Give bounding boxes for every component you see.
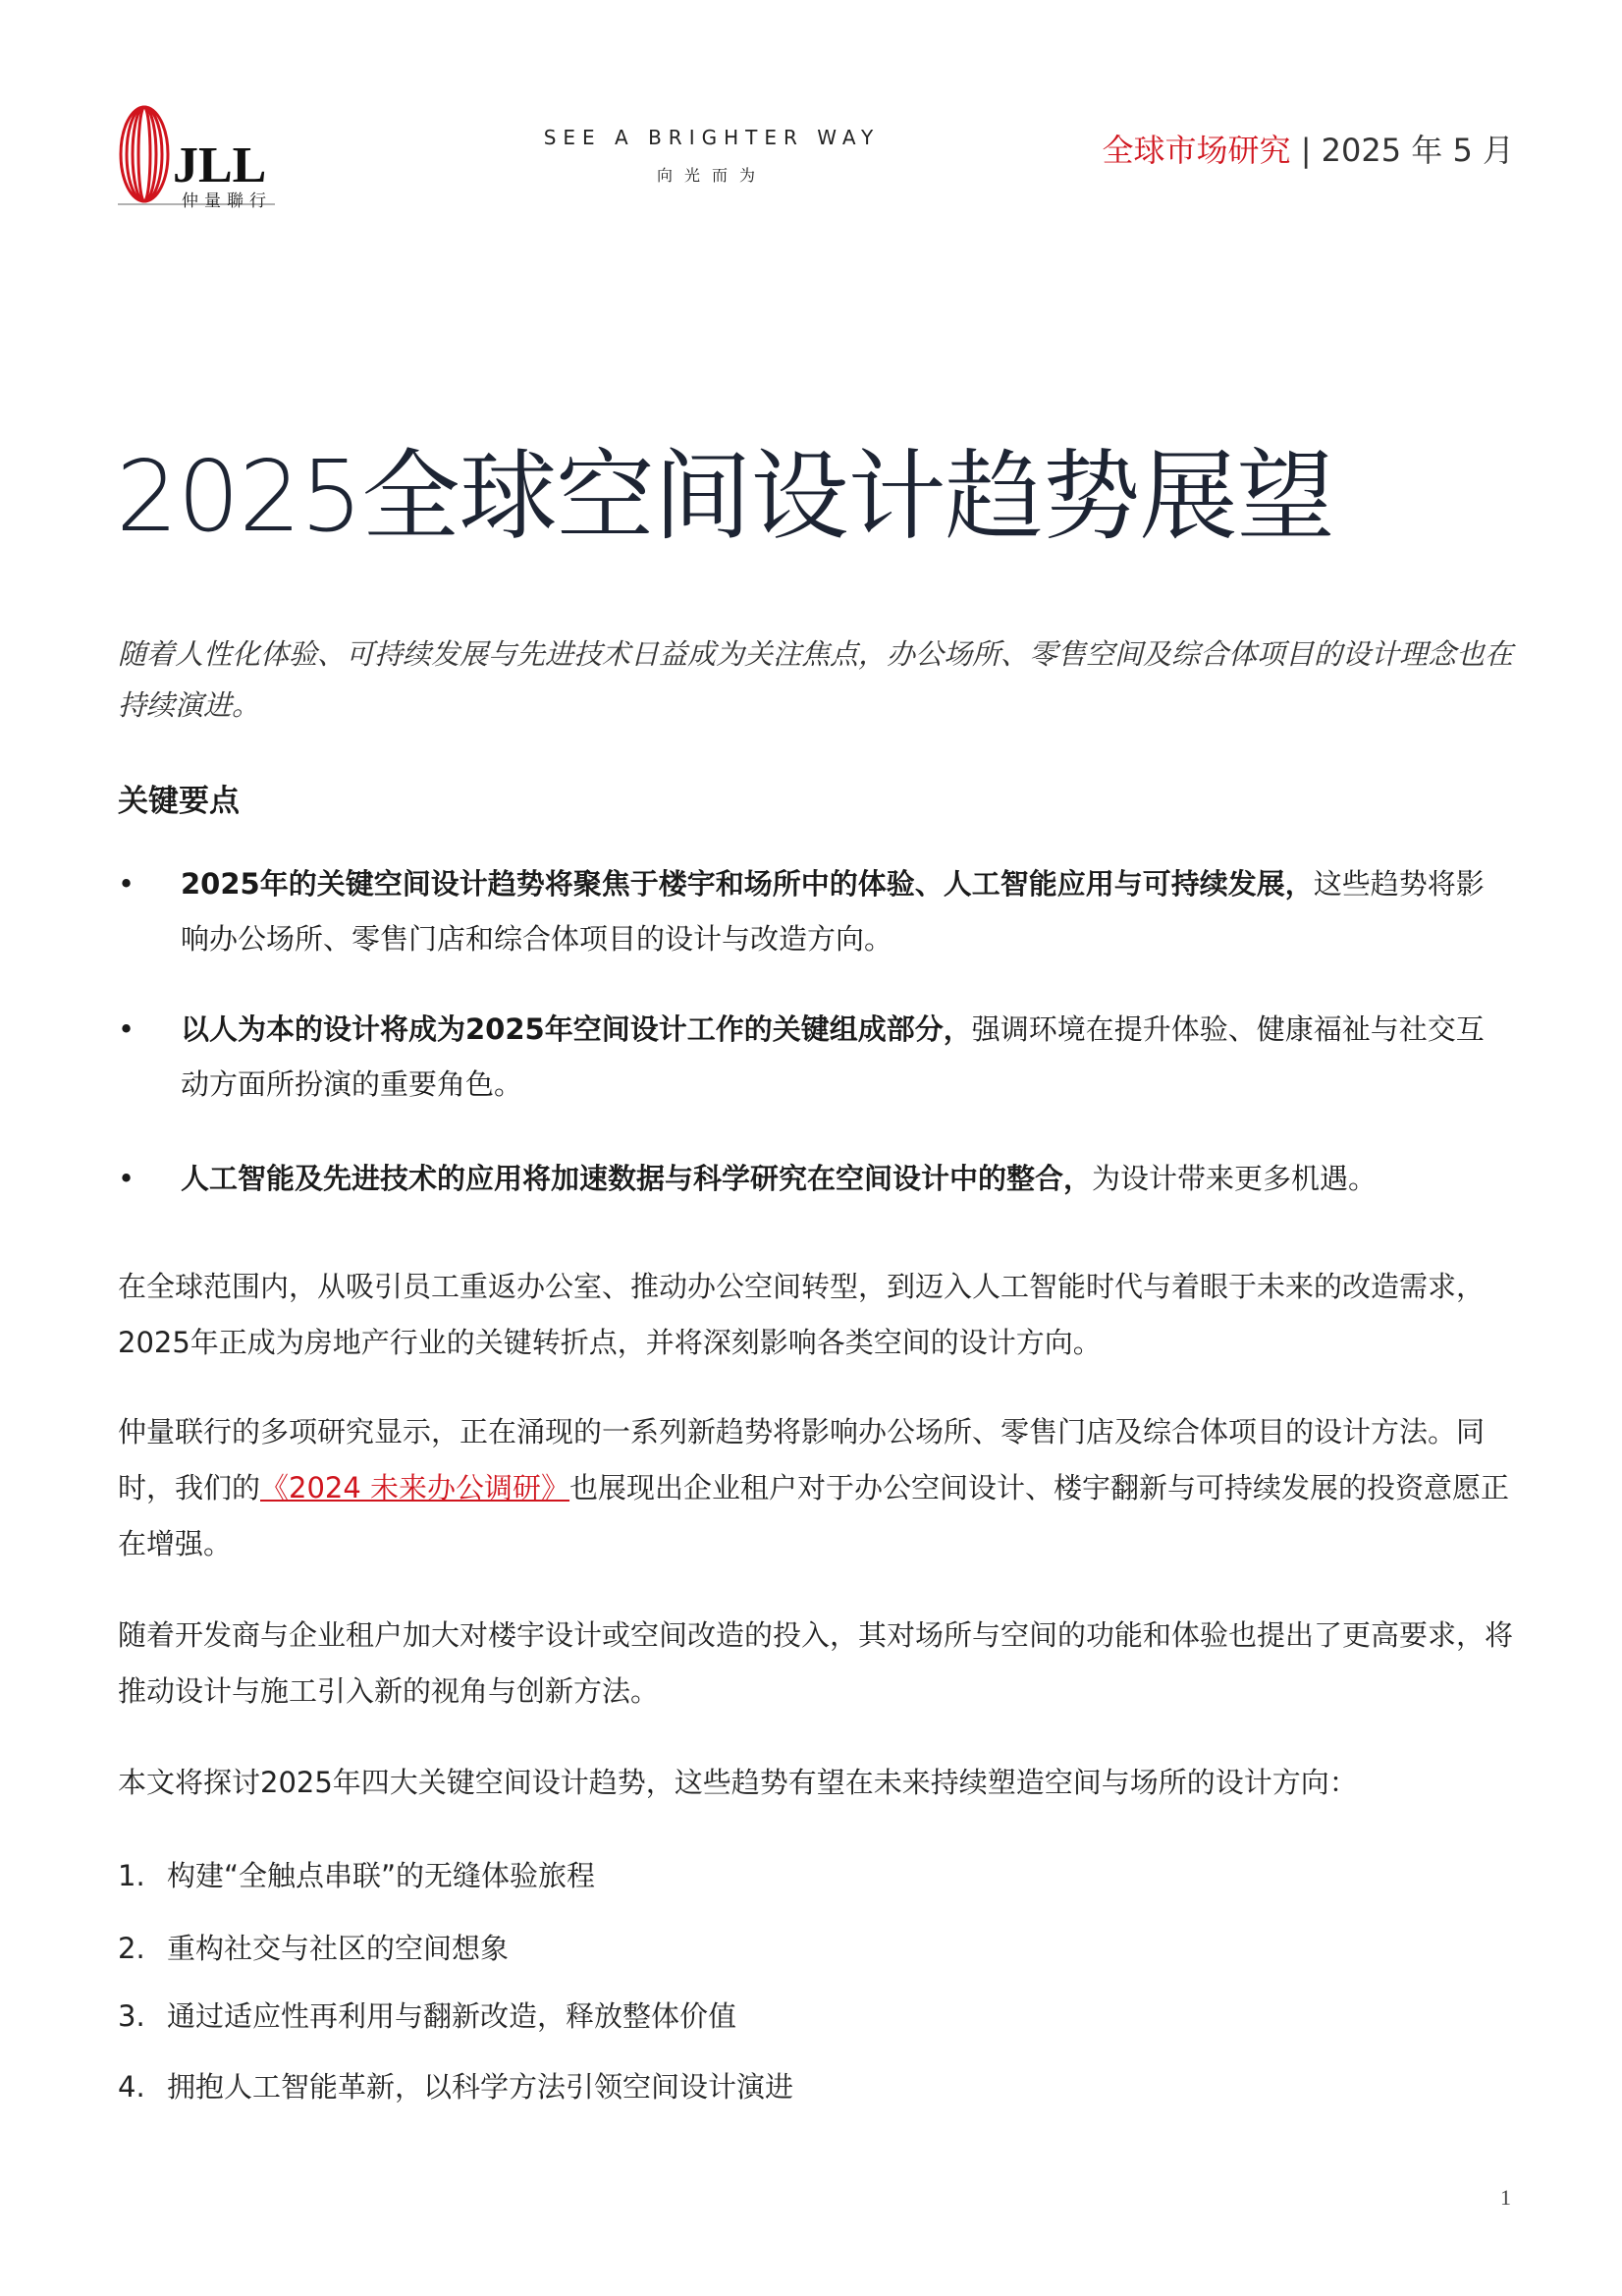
trend-list-item (118, 1927, 509, 1967)
trend-text: 重构社交与社区的空间想象 (167, 1932, 510, 1965)
bullet-icon: • (118, 1162, 135, 1195)
bullet-icon: • (118, 867, 135, 901)
paragraph: 在全球范围内，从吸引员工重返办公室、推动办公空间转型，到迈入人工智能时代与着眼于未来的改造需求，2025年正成为房地产行业的关键转折点，并将深刻影响各类空间的设计方向。 (118, 1270, 1486, 1359)
logo-text: JLL (173, 137, 267, 193)
list-number: 2. (118, 1932, 145, 1965)
report-date: 2025 年 5 月 (1321, 132, 1514, 169)
tagline-chinese: 向光而为 (656, 166, 767, 185)
paragraph-text: 也展现出企业租户对于办公空间设计、楼宇翻新与可持续发展的投资意愿正在增强。 (118, 1471, 1510, 1560)
key-points-heading: 关键要点 (118, 784, 240, 819)
logo-chinese-name: 仲量聯行 (182, 191, 272, 211)
paragraph: 随着开发商与企业租户加大对楼宇设计或空间改造的投入，其对场所与空间的功能和体验也提出了更高要求，将推动设计与施工引入新的视角与创新方法。 (118, 1618, 1514, 1708)
list-number: 1. (118, 1859, 145, 1892)
page-title: 2025全球空间设计趋势展望 (116, 439, 1334, 554)
key-point-text: 强调环境在提升体验、健康福祉与社交互动方面所扮演的重要角色。 (181, 1012, 1485, 1101)
trend-text: 构建“全触点串联”的无缝体验旅程 (167, 1859, 596, 1892)
separator: | (1300, 132, 1312, 169)
future-of-work-survey-link[interactable]: 《2024 未来办公调研》 (260, 1471, 570, 1504)
bullet-icon: • (118, 1012, 135, 1046)
list-number: 3. (118, 1999, 145, 2033)
trend-list-item (118, 1995, 736, 2035)
section-label: 全球市场研究 (1102, 132, 1291, 169)
trend-text: 拥抱人工智能革新，以科学方法引领空间设计演进 (167, 2070, 794, 2104)
key-point-bold: 以人为本的设计将成为2025年空间设计工作的关键组成部分， (181, 1012, 972, 1046)
paragraph-text: 仲量联行的多项研究显示，正在涌现的一系列新趋势将影响办公场所、零售门店及综合体项目的设计方法。同时，我们的 (118, 1415, 1486, 1504)
trend-text: 通过适应性再利用与翻新改造，释放整体价值 (167, 1999, 737, 2033)
report-header (1103, 126, 1514, 171)
key-point-text: 为设计带来更多机遇。 (1092, 1162, 1378, 1195)
key-point-bold: 人工智能及先进技术的应用将加速数据与科学研究在空间设计中的整合， (181, 1162, 1093, 1195)
key-point-item (118, 1002, 1512, 1112)
list-number: 4. (118, 2070, 145, 2104)
subtitle: 随着人性化体验、可持续发展与先进技术日益成为关注焦点，办公场所、零售空间及综合体项目的设计理念也在持续演进。 (118, 637, 1514, 722)
paragraph: 本文将探讨2025年四大关键空间设计趋势，这些趋势有望在未来持续塑造空间与场所的设计方向： (118, 1766, 1358, 1799)
paragraph (118, 1404, 1522, 1572)
key-point-text: 这些趋势将影响办公场所、零售门店和综合体项目的设计与改造方向。 (181, 867, 1485, 956)
page-number: 1 (1500, 2185, 1511, 2210)
trend-list-item (118, 1854, 595, 1894)
key-point-item (118, 856, 1512, 966)
key-point-item (118, 1151, 1512, 1206)
trend-list-item (118, 2065, 793, 2105)
key-point-bold: 2025年的关键空间设计趋势将聚焦于楼宇和场所中的体验、人工智能应用与可持续发展， (181, 867, 1314, 901)
tagline: SEE A BRIGHTER WAY (543, 126, 881, 149)
